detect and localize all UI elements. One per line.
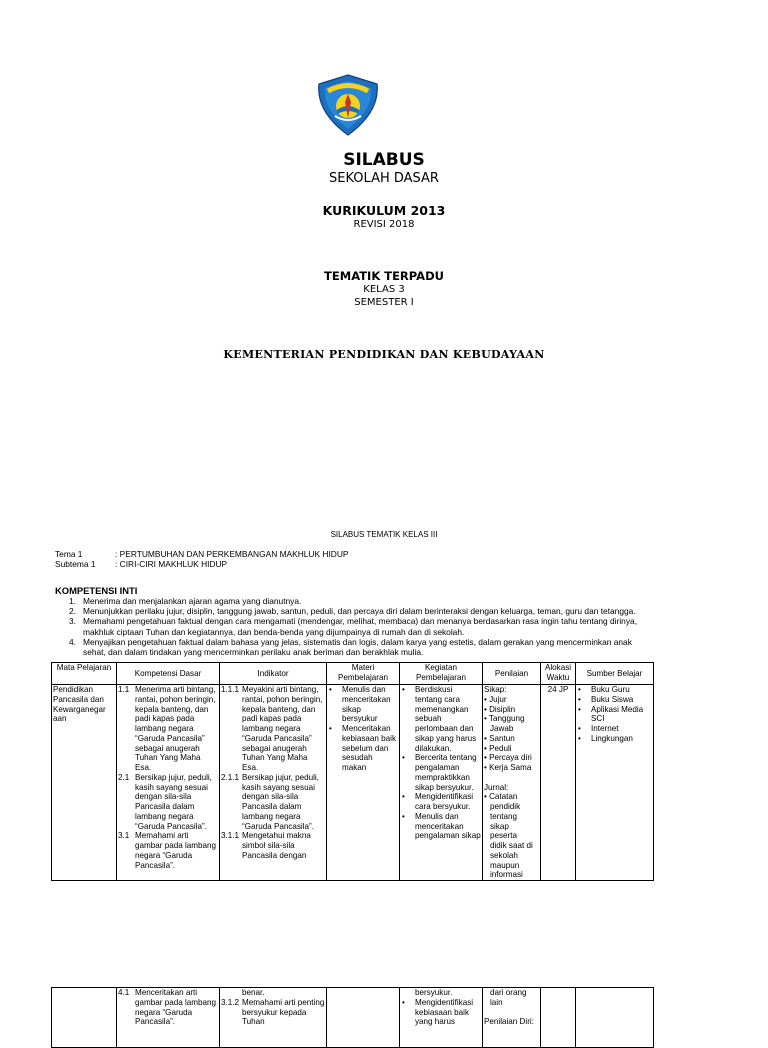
kd-number: 3.1	[118, 831, 130, 841]
cell-kegiatan	[400, 685, 483, 881]
sumber-item: • Aplikasi Media SCI	[577, 705, 652, 725]
cell-alokasi	[541, 988, 576, 1048]
penilaian-line: • Jujur	[484, 694, 507, 704]
penilaian-line: • Kerja Sama	[484, 763, 532, 772]
indikator-text: Memahami arti penting bersyukur kepada Tuhan	[242, 997, 325, 1027]
cover-revision: REVISI 2018	[353, 219, 415, 230]
cell-subject: Pendidikan Pancasila dan Kewarganegar aan	[52, 685, 117, 881]
ki-text: Memahami pengetahuan faktual dengan cara mengamati (mendengar, melihat, membaca) dan menanya berdasarkan rasa ingin tahu tentang dirinya, makhluk ciptaan Tuhan dan kegiatannya, dan benda-benda yang dijumpainya di rumah dan di sekolah.	[83, 616, 638, 637]
ki-number: 3.	[69, 616, 76, 627]
penilaian-line: didik saat di	[490, 841, 533, 850]
table-row	[52, 685, 654, 881]
ki-number: 4.	[69, 636, 76, 647]
ki-heading: KOMPETENSI INTI	[55, 585, 138, 596]
table-row	[52, 988, 654, 1048]
penilaian-line: lain	[490, 997, 503, 1007]
tema-value: : PERTUMBUHAN DAN PERKEMBANGAN MAKHLUK HIDUP	[115, 549, 349, 559]
indikator-text: Mengetahui makna simbol sila-sila Pancasila dengan	[242, 831, 311, 860]
header-sumber: Sumber Belajar	[576, 663, 654, 685]
cell-penilaian	[483, 988, 541, 1048]
kd-number: 1.1	[118, 685, 130, 694]
ki-text: Menunjukkan perilaku jujur, disiplin, tanggung jawab, santun, peduli, dan percaya diri dalam berinteraksi dengan keluarga, teman, guru dan tetangga.	[83, 606, 636, 617]
ki-item	[55, 616, 655, 636]
materi-item: • Menceritakan kebiasaan baik sebelum dan sesudah makan	[328, 724, 398, 773]
ki-item	[55, 637, 655, 657]
header-materi: Materi Pembelajaran	[327, 663, 400, 685]
penilaian-line: Jawab	[490, 724, 514, 733]
ki-list	[55, 596, 655, 657]
ki-number: 1.	[69, 596, 76, 606]
kegiatan-item: • Bercerita tentang pengalaman mempraktikkan sikap bersyukur.	[401, 753, 481, 792]
kd-text: Bersikap jujur, peduli, kasih sayang sesuai dengan sila-sila Pancasila dalam lambang negara “Garuda Pancasila”.	[135, 772, 212, 831]
cover-grade: KELAS 3	[363, 284, 405, 295]
header-penilaian: Penilaian	[483, 663, 541, 685]
cell-sumber	[576, 988, 654, 1048]
penilaian-line: sekolah	[490, 850, 518, 860]
penilaian-jurnal-label: Jurnal:	[484, 782, 509, 792]
subtema-label: Subtema 1	[55, 559, 96, 569]
indikator-item	[221, 685, 325, 773]
indikator-item	[221, 773, 325, 832]
indikator-number: 3.1.2	[221, 997, 240, 1007]
penilaian-line: • Percaya diri	[484, 753, 532, 763]
tut-wuri-handayani-logo	[313, 72, 383, 138]
cell-penilaian	[483, 685, 541, 881]
sumber-item: • Internet	[577, 724, 652, 734]
penilaian-line: • Disiplin	[484, 704, 516, 714]
indikator-text: Bersikap jujur, peduli, kasih sayang sesuai dengan sila-sila Pancasila dalam lambang negara “Garuda Pancasila”.	[242, 772, 319, 831]
table-header-row	[52, 663, 654, 685]
penilaian-line: pendidik	[490, 802, 521, 811]
cover-theme-type: TEMATIK TERPADU	[324, 269, 444, 283]
subtema-line	[55, 559, 227, 569]
kegiatan-continued: bersyukur.	[415, 988, 453, 997]
penilaian-line: • Santun	[484, 733, 515, 743]
kegiatan-item: • Mengidentifikasi cara bersyukur.	[401, 792, 481, 812]
cell-kd	[117, 685, 220, 881]
indikator-number: 2.1.1	[221, 772, 240, 782]
syllabus-title: SILABUS TEMATIK KELAS III	[330, 530, 438, 539]
indikator-item	[221, 998, 325, 1027]
subtema-value: : CIRI-CIRI MAKHLUK HIDUP	[115, 559, 228, 569]
ki-item	[55, 596, 655, 606]
penilaian-line: peserta	[490, 831, 517, 841]
kd-text: Menceritakan arti gambar pada lambang negara “Garuda Pancasila”.	[135, 988, 216, 1027]
kd-number: 2.1	[118, 772, 130, 782]
cover-title: SILABUS	[343, 150, 425, 170]
ki-text: Menerima dan menjalankan ajaran agama yang dianutnya.	[83, 596, 302, 606]
penilaian-line: • Peduli	[484, 743, 512, 753]
kegiatan-item: • Mengidentifikasi kebiasaan baik yang harus	[401, 998, 481, 1027]
penilaian-sikap-label: Sikap:	[484, 685, 507, 694]
kd-item	[118, 831, 218, 870]
cover-semester: SEMESTER I	[354, 297, 414, 308]
cell-alokasi: 24 JP	[541, 685, 576, 881]
cell-materi	[327, 685, 400, 881]
header-kegiatan: Kegiatan Pembelajaran	[400, 663, 483, 685]
syllabus-table-continued	[51, 987, 654, 1048]
indikator-item	[221, 831, 325, 860]
penilaian-line: dari orang	[490, 988, 527, 997]
header-alokasi: Alokasi Waktu	[541, 663, 576, 685]
penilaian-line: sikap	[490, 821, 509, 831]
indikator-text: Meyakini arti bintang, rantai, pohon beringin, kepala banteng, dan padi kapas pada lambang negara “Garuda Pancasila” sebagai anugerah Tuhan Yang Maha Esa.	[242, 685, 323, 772]
penilaian-line: • Catatan	[484, 792, 518, 802]
ki-item	[55, 606, 655, 616]
materi-item: • Menulis dan menceritakan sikap bersyukur	[328, 685, 398, 724]
kegiatan-item: • Menulis dan menceritakan pengalaman sikap	[401, 812, 481, 841]
sumber-item: • Lingkungan	[577, 734, 652, 744]
sumber-item: • Buku Guru	[577, 685, 652, 695]
penilaian-line: maupun	[490, 860, 520, 870]
sumber-item: • Buku Siswa	[577, 695, 652, 705]
cell-sumber	[576, 685, 654, 881]
kd-item	[118, 773, 218, 832]
header-indikator: Indikator	[220, 663, 327, 685]
indikator-number: 1.1.1	[221, 685, 240, 694]
cover-ministry: KEMENTERIAN PENDIDIKAN DAN KEBUDAYAAN	[223, 348, 545, 361]
cell-kegiatan	[400, 988, 483, 1048]
ki-number: 2.	[69, 606, 76, 617]
header-subject: Mata Pelajaran	[52, 663, 117, 685]
penilaian-line: tentang	[490, 811, 518, 821]
penilaian-line: informasi	[490, 870, 523, 880]
cell-subject	[52, 988, 117, 1048]
penilaian-diri-label: Penilaian Diri:	[484, 1017, 534, 1027]
kd-item	[118, 988, 218, 1027]
tema-line	[55, 549, 348, 559]
header-kd: Kompetensi Dasar	[117, 663, 220, 685]
indikator-continued: benar.	[242, 988, 265, 997]
cell-kd	[117, 988, 220, 1048]
cell-indikator	[220, 988, 327, 1048]
penilaian-spacer	[484, 773, 539, 783]
kd-text: Menerima arti bintang, rantai, pohon beringin, kepala banteng, dan padi kapas pada lambang negara “Garuda Pancasila” sebagai anugerah Tuhan Yang Maha Esa.	[135, 685, 216, 772]
tema-label: Tema 1	[55, 549, 83, 559]
cover-curriculum: KURIKULUM 2013	[322, 203, 446, 218]
indikator-number: 3.1.1	[221, 831, 240, 841]
cover-school-level: SEKOLAH DASAR	[329, 171, 439, 186]
kd-text: Memahami arti gambar pada lambang negara “Garuda Pancasila”.	[135, 831, 216, 870]
ki-text: Menyajikan pengetahuan faktual dalam bahasa yang jelas, sistematis dan logis, dalam karya yang estetis, dalam gerakan yang mencerminkan anak sehat, dan dalam tindakan yang mencerminkan perilaku anak beriman dan berakhlak mulia.	[83, 636, 632, 658]
kd-number: 4.1	[118, 988, 130, 997]
cell-materi	[327, 988, 400, 1048]
penilaian-line: • Tanggung	[484, 714, 525, 724]
cell-indikator	[220, 685, 327, 881]
kegiatan-item: • Berdiskusi tentang cara memenangkan sebuah perlombaan dan sikap yang harus dilakukan.	[401, 685, 481, 753]
penilaian-spacer	[484, 1008, 539, 1018]
syllabus-table	[51, 662, 654, 881]
kd-item	[118, 685, 218, 773]
